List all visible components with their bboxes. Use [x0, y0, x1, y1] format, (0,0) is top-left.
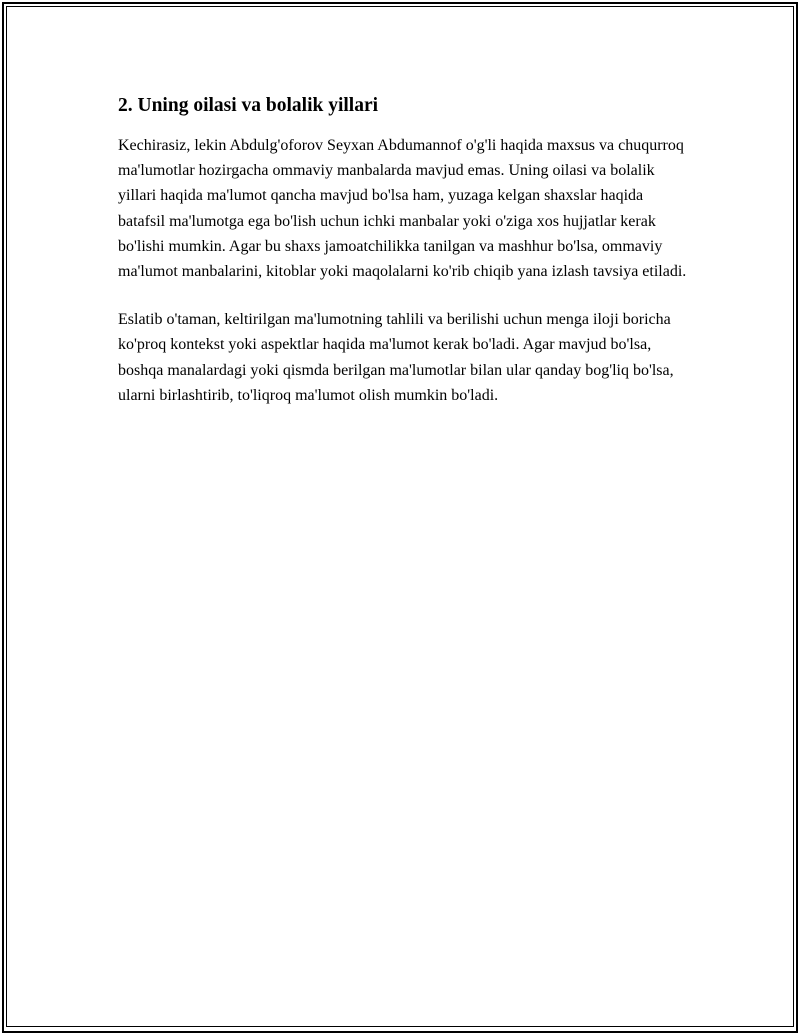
document-content: [118, 92, 688, 431]
section-heading: 2. Uning oilasi va bolalik yillari: [118, 95, 379, 116]
body-paragraph-2: Eslatib o'taman, keltirilgan ma'lumotning tahlili va berilishi uchun menga iloji boricha ko'proq kontekst yoki aspektlar haqida ma'lumot kerak bo'ladi. Agar mavjud bo'lsa, boshqa manalardagi yoki qismda berilgan ma'lumotlar bilan ular qanday bog'liq bo'lsa, ularni birlashtirib, to'liqroq ma'lumot olish mumkin bo'ladi.: [118, 311, 674, 404]
body-paragraph-1: Kechirasiz, lekin Abdulg'oforov Seyxan Abdumannof o'g'li haqida maxsus va chuqurroq ma'lumotlar hozirgacha ommaviy manbalarda mavjud emas. Uning oilasi va bolalik yillari haqida ma'lumot qancha mavjud bo'lsa ham, yuzaga kelgan shaxslar haqida batafsil ma'lumotga ega bo'lish uchun ichki manbalar yoki o'ziga xos hujjatlar kerak bo'lishi mumkin. Agar bu shaxs jamoatchilikka tanilgan va mashhur bo'lsa, ommaviy ma'lumot manbalarini, kitoblar yoki maqolalarni ko'rib chiqib yana izlash tavsiya etiladi.: [118, 137, 687, 281]
